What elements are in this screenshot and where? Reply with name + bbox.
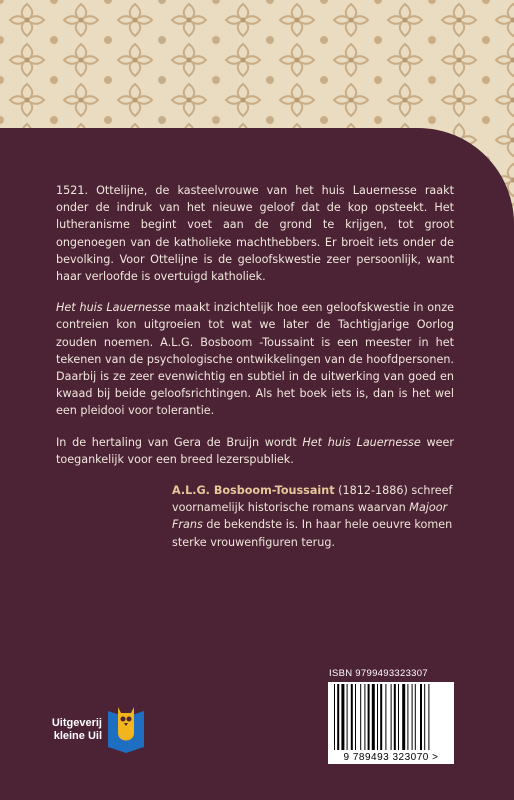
publisher-line-2: kleine Uil bbox=[53, 730, 102, 742]
publisher-line-1: Uitgeverij bbox=[51, 717, 102, 729]
barcode-bar bbox=[334, 684, 335, 750]
author-bio-rest: de bekendste is. In haar hele oeuvre komen sterke vrouwenfiguren terug. bbox=[172, 518, 453, 549]
book-title-italic: Het huis Lauernesse bbox=[56, 301, 171, 315]
barcode-bar bbox=[402, 684, 405, 750]
barcode-bar bbox=[420, 684, 422, 750]
barcode-bar bbox=[355, 684, 356, 750]
blurb-paragraph-3 bbox=[56, 434, 454, 468]
book-title-italic: Het huis Lauernesse bbox=[302, 435, 421, 449]
author-bio bbox=[172, 482, 454, 551]
barcode bbox=[328, 682, 454, 752]
barcode-bar bbox=[368, 684, 370, 750]
author-name: A.L.G. Bosboom-Toussaint bbox=[172, 484, 335, 497]
barcode-bar bbox=[428, 684, 429, 750]
barcode-bar bbox=[341, 684, 344, 750]
publisher-name bbox=[40, 717, 102, 743]
barcode-bar bbox=[412, 684, 413, 750]
owl-book-icon bbox=[106, 703, 146, 755]
barcode-bar bbox=[380, 684, 382, 750]
blurb-p3-start: In de hertaling van Gera de Bruijn wordt bbox=[56, 435, 303, 449]
blurb-p3-rest: weer toegankelijk voor een breed lezerspubliek. bbox=[56, 435, 454, 466]
barcode-bar bbox=[398, 684, 399, 750]
blurb-p1-text: 1521. Ottelijne, de kasteelvrouwe van het huis Lauernesse raakt onder de indruk van het nieuwe geloof dat de kop opsteekt. Het lutheranisme begint voet aan de grond te krijgen, tot groot ongenoegen van de katholieke machthebbers. Er broeit iets onder de bevolking. Voor Ottelijne is de geloofskwestie zeer persoonlijk, want haar verloofde is overtuigd katholiek. bbox=[56, 184, 454, 284]
author-book-title: Majoor Frans bbox=[172, 501, 448, 532]
author-bio-start: (1812-1886) schreef voornamelijk historische romans waarvan bbox=[172, 484, 453, 515]
barcode-bar bbox=[360, 684, 361, 750]
barcode-bar bbox=[391, 684, 392, 750]
barcode-bar bbox=[424, 684, 425, 750]
barcode-bars bbox=[328, 682, 454, 752]
isbn-label: ISBN 9799493323307 bbox=[329, 668, 428, 679]
barcode-bar bbox=[407, 684, 408, 750]
barcode-bar bbox=[337, 684, 339, 750]
barcode-bar bbox=[385, 684, 386, 750]
blurb-paragraph-1 bbox=[56, 182, 454, 285]
barcode-bar bbox=[364, 684, 365, 750]
barcode-bar bbox=[415, 684, 416, 750]
barcode-bar bbox=[372, 684, 375, 750]
blurb-text bbox=[56, 182, 454, 482]
blurb-paragraph-2 bbox=[56, 299, 454, 419]
barcode-bar bbox=[377, 684, 378, 750]
publisher-logo bbox=[40, 703, 150, 755]
blurb-p2-text: maakt inzichtelijk hoe een geloofskwestie in onze contreien kon uitgroeien tot wat we later de Tachtigjarige Oorlog zouden noemen. A.L.G. Bosboom -Toussaint is een meester in het tekenen van de psychologische ontwikkelingen van de hoofdpersonen. Daarbij is ze zeer evenwichtig en subtiel in de uitwerking van goed en kwaad bij beide geloofsrichtingen. Als het boek iets is, dan is het wel een pleidooi voor tolerantie. bbox=[56, 301, 454, 418]
barcode-bar bbox=[351, 684, 353, 750]
barcode-bar bbox=[394, 684, 396, 750]
barcode-digits: 9 789493 323070 > bbox=[328, 752, 454, 764]
barcode-bar bbox=[347, 684, 348, 750]
